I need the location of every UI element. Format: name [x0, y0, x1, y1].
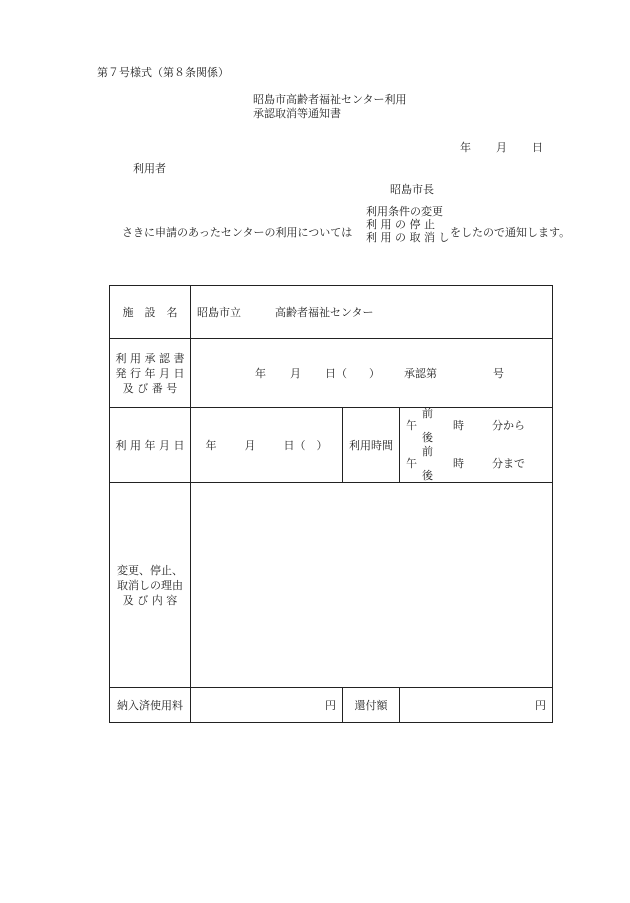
row-approval: [110, 339, 553, 408]
time-start-hour: 時: [453, 419, 464, 432]
use-date-label: 利 用 年 月 日: [110, 408, 191, 483]
use-month: 月: [244, 439, 256, 452]
document-title-line1: 昭島市高齢者福祉センター利用: [253, 93, 407, 106]
refund-label: 還付額: [343, 688, 400, 723]
reason-label-line: 変更、停止、: [117, 563, 183, 577]
notice-prefix: さきに申請のあったセンターの利用については: [122, 226, 353, 239]
use-date-value: [191, 408, 343, 483]
row-use-date: [110, 408, 553, 483]
time-start: [406, 408, 552, 444]
time-end-kanji: 午: [406, 457, 417, 470]
use-day: 日（ ）: [283, 439, 328, 452]
recipient-label: 利用者: [133, 162, 166, 175]
facility-value: [191, 286, 553, 339]
facility-label: 施 設 名: [110, 286, 191, 339]
approval-label-line: 発 行 年 月 日: [115, 366, 185, 380]
time-end-pm: 後: [422, 469, 433, 482]
time-start-pm: 後: [422, 431, 433, 444]
time-start-am: 前: [422, 407, 433, 420]
time-start-kanji: 午: [406, 419, 417, 432]
reason-label: [110, 483, 191, 688]
approval-day: 日（ ）: [325, 367, 380, 380]
approval-number-suffix: 号: [493, 367, 504, 380]
approval-number-prefix: 承認第: [404, 367, 437, 380]
approval-value: [191, 339, 553, 408]
notice-option: 利用条件の変更: [366, 205, 443, 218]
notice-suffix: をしたので通知します。: [450, 226, 571, 239]
notice-form-table: [109, 285, 553, 723]
reason-label-line: 取消しの理由: [117, 578, 183, 592]
date-day: 日: [532, 141, 543, 154]
time-end: [406, 446, 552, 482]
document-title-line2: 承認取消等通知書: [253, 107, 341, 120]
date-year: 年: [460, 141, 471, 154]
refund-value: 円: [400, 688, 553, 723]
facility-value-a: 昭島市立: [197, 306, 241, 319]
form-number-label: 第７号様式（第８条関係）: [97, 66, 229, 79]
reason-label-line: 及 び 内 容: [122, 593, 178, 607]
approval-year: 年: [255, 367, 266, 380]
notice-option: 利 用 の 取 消 し: [366, 231, 450, 244]
row-facility: [110, 286, 553, 339]
fee-label: 納入済使用料: [110, 688, 191, 723]
date-month: 月: [496, 141, 507, 154]
time-start-suffix: 分から: [492, 419, 525, 432]
fee-value: 円: [191, 688, 343, 723]
facility-value-b: 高齢者福祉センター: [275, 306, 374, 319]
row-reason: [110, 483, 553, 688]
approval-label: [110, 339, 191, 408]
time-end-am: 前: [422, 445, 433, 458]
use-time-label: 利用時間: [343, 408, 400, 483]
approval-label-line: 及 び 番 号: [122, 381, 178, 395]
notice-options: [366, 205, 449, 244]
row-fee: [110, 688, 553, 723]
time-end-suffix: 分まで: [492, 457, 525, 470]
notice-option: 利 用 の 停 止: [366, 218, 435, 231]
reason-value: [191, 483, 553, 688]
use-year: 年: [205, 439, 217, 452]
approval-label-line: 利 用 承 認 書: [115, 351, 185, 365]
time-end-hour: 時: [453, 457, 464, 470]
sender-name: 昭島市長: [390, 183, 434, 196]
issue-date: [460, 142, 543, 153]
approval-month: 月: [290, 367, 301, 380]
use-time-value: [400, 408, 553, 483]
